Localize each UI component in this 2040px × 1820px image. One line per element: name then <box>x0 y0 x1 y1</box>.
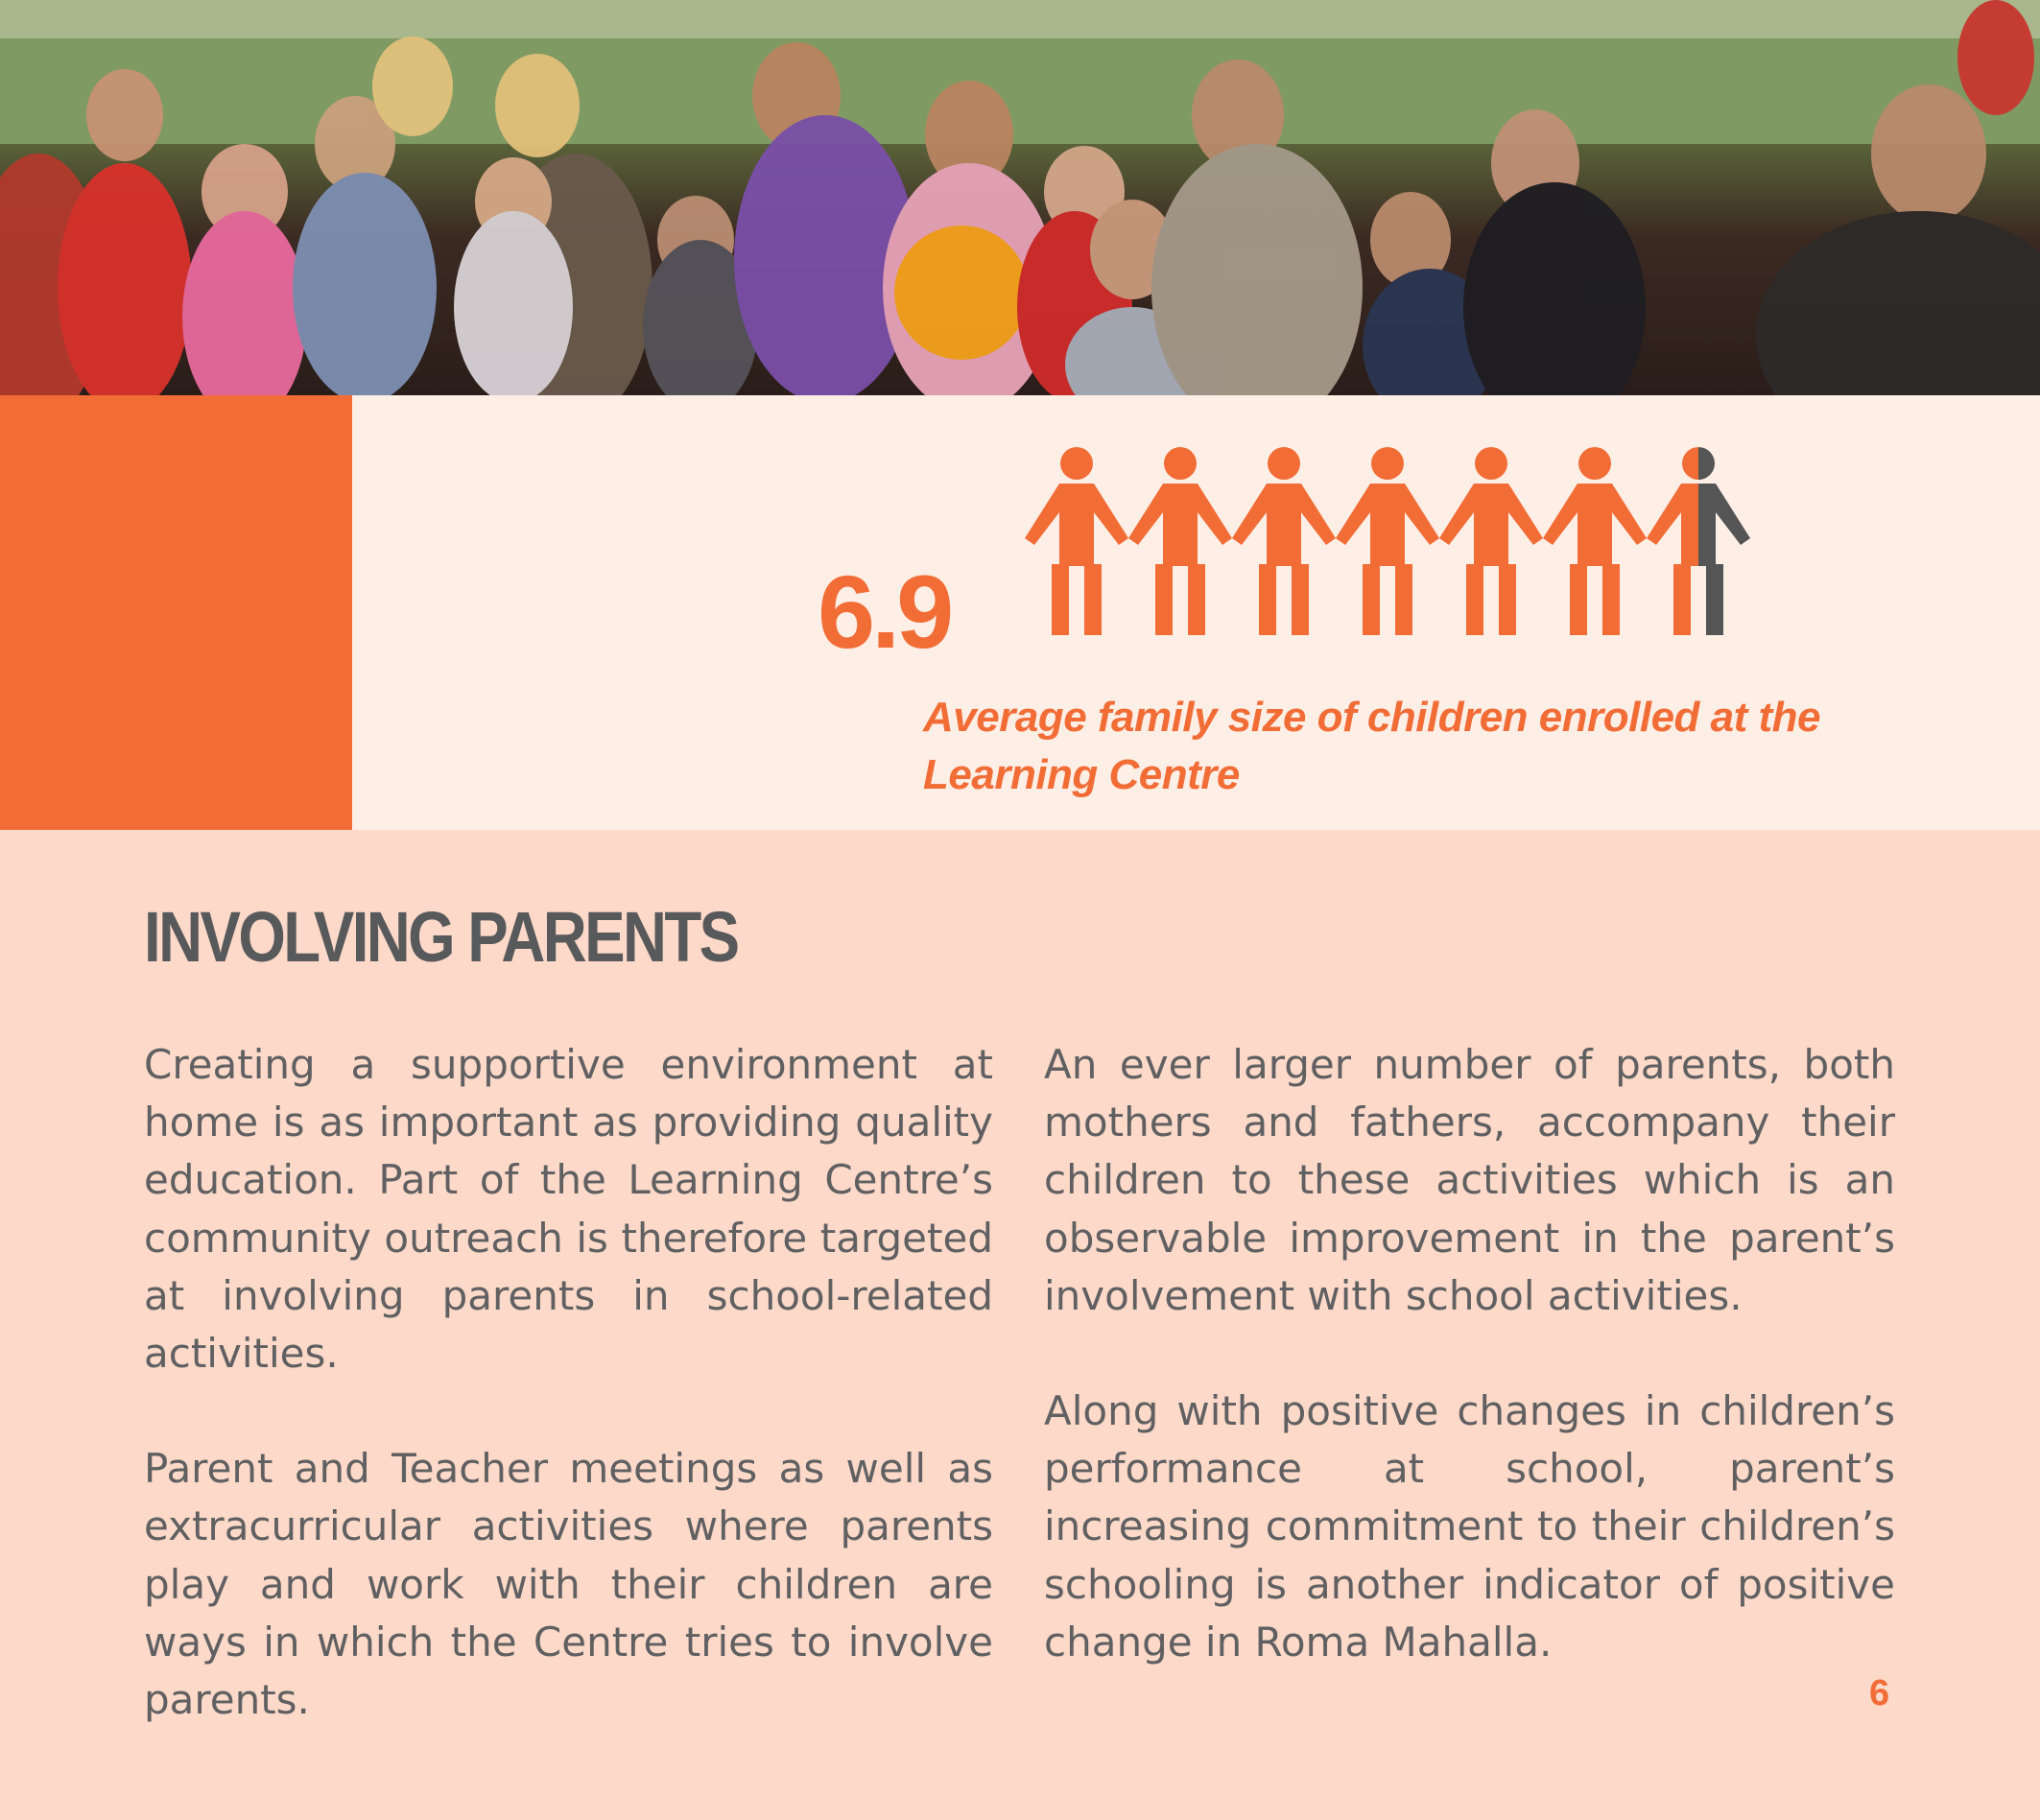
person-figure <box>1128 447 1232 635</box>
person-figure <box>1232 447 1336 635</box>
stat-value: 6.9 <box>818 554 951 670</box>
family-size-pictogram <box>1025 447 1754 649</box>
right-column <box>1044 1036 1895 1729</box>
left-column <box>144 1036 993 1786</box>
paragraph: Creating a supportive environment at home is as important as providing quality education. Part of the Learning Centre’s community outreach is therefore targeted at involving parents in school-related activities. <box>144 1041 993 1378</box>
section-heading: INVOLVING PARENTS <box>144 897 738 977</box>
header-photo <box>0 0 2040 395</box>
partial-person-figure <box>1647 447 1750 635</box>
person-figure <box>1439 447 1543 635</box>
paragraph: Parent and Teacher meetings as well as extracurricular activities where parents play and work with their children are ways in which the Centre tries to involve parents. <box>144 1445 993 1724</box>
person-figure <box>1025 447 1128 635</box>
stat-caption: Average family size of children enrolled at the Learning Centre <box>923 694 1821 798</box>
photo-crowd-illustration <box>0 0 2040 395</box>
person-figure <box>1543 447 1647 635</box>
page-number: 6 <box>1869 1673 1890 1714</box>
orange-accent-block <box>0 395 352 830</box>
paragraph: An ever larger number of parents, both mothers and fathers, accompany their children to these activities which is an observable improvement in the parent’s involvement with school activities. <box>1044 1041 1895 1319</box>
person-figure <box>1336 447 1439 635</box>
paragraph: Along with positive changes in children’s performance at school, parent’s increasing commitment to their children’s schooling is another indicator of positive change in Roma Mahalla. <box>1044 1387 1895 1666</box>
